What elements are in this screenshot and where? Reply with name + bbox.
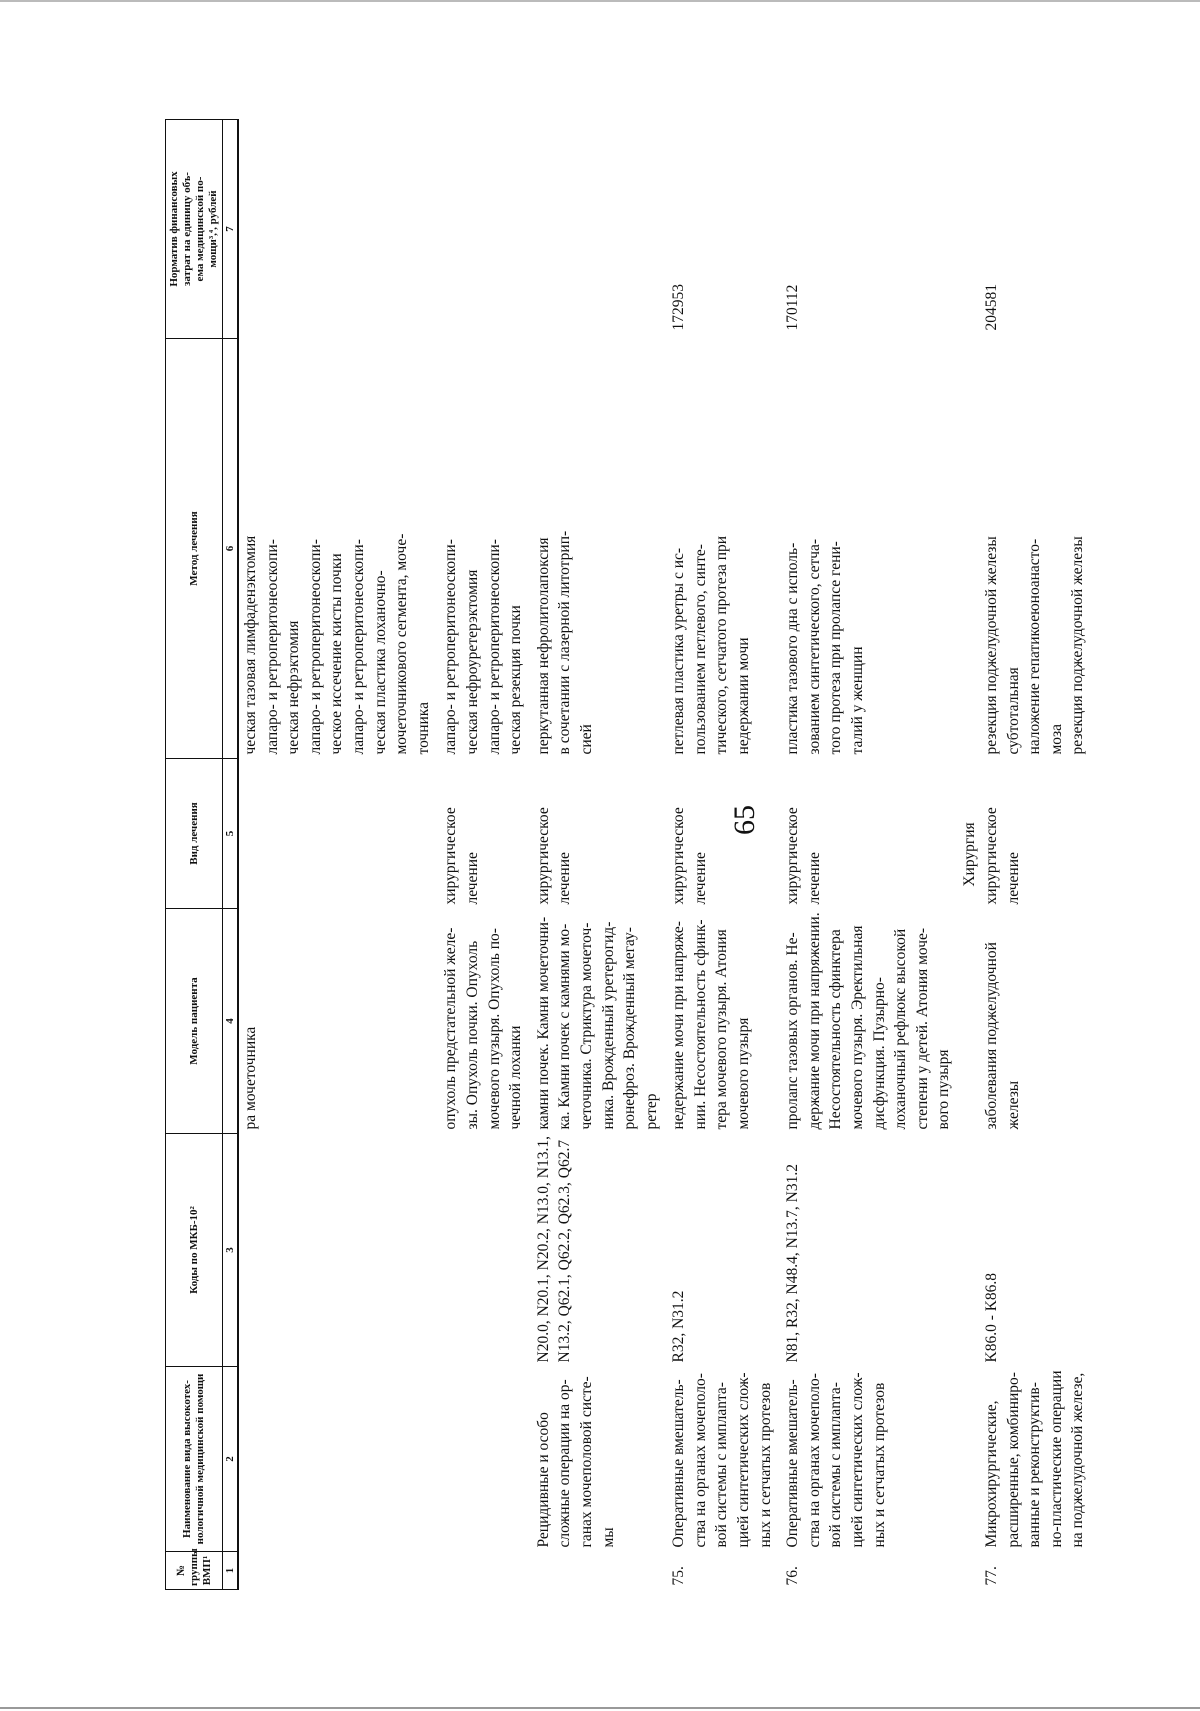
text-line: ника. Врожденный уретерогид- [599, 921, 617, 1130]
text-line: сией [577, 724, 595, 755]
text-line: N81, R32, N48.4, N13.7, N31.2 [784, 1164, 802, 1363]
text-line: Оперативные вмешатель- [784, 1379, 802, 1548]
text-line: дисфункция. Пузырно- [870, 977, 888, 1130]
header-col-model: Модель пациента [166, 909, 223, 1134]
text-line: вой системы с имплanта- [827, 1382, 845, 1548]
text-line: N13.2, Q62.1, Q62.2, Q62.3, Q62.7 [556, 1139, 574, 1363]
treatment-method-cell [238, 339, 439, 759]
header-col-treatment: Вид лечения [166, 759, 223, 909]
text-line: вого пузыря [935, 1049, 953, 1130]
text-line: пользованием петлевого, синте- [691, 544, 709, 755]
table-row [439, 120, 531, 1590]
text-line: недержание мочи при напряже- [670, 921, 688, 1130]
text-line: лечение [805, 852, 823, 905]
treatment-method-cell [781, 339, 960, 759]
text-line: хирургическое [784, 807, 802, 905]
text-line: петлевая пластика уретры с ис- [670, 547, 688, 755]
text-line: но-пластические операции [1047, 1370, 1065, 1548]
text-line: тического, сетчатого протеза при [713, 535, 731, 755]
column-number: 1 [223, 1552, 239, 1590]
text-line: ретер [642, 1093, 660, 1130]
text-line: ства на органах мочеполо- [691, 1373, 709, 1548]
text-line: ческое иссечение кисты почки [328, 553, 346, 755]
text-line: в сочетании с лазерной литотрип- [556, 530, 574, 755]
icd-codes-cell [781, 1134, 960, 1367]
text-line: недержании мочи [735, 637, 753, 755]
table-body [238, 120, 1094, 1590]
text-line: Оперативные вмешатель- [670, 1379, 688, 1548]
header-row [166, 120, 223, 1590]
text-line: на поджелудочной железе, [1069, 1372, 1087, 1548]
row-number-cell [439, 1552, 531, 1590]
scan-top-edge [0, 0, 1200, 2]
text-line: перкутанная нефролитолапоксия [534, 537, 552, 755]
text-line: зованием синтетического, сетча- [805, 538, 823, 755]
icd-codes-cell [238, 1134, 439, 1367]
text-line: хирургическое [442, 807, 460, 905]
text-line: нии. Несостоятельность сфинк- [691, 919, 709, 1130]
text-line: ра мочеточника [242, 1026, 259, 1130]
text-line: точника [414, 702, 432, 755]
text-line: хирургическое [983, 807, 1000, 905]
table-row [667, 120, 781, 1590]
scan-bottom-edge [0, 1707, 1200, 1709]
cost-norm-cell: 204581 [983, 284, 1000, 331]
text-line: расширенные, комбиниро- [1004, 1372, 1022, 1548]
cost-norm-cell: 170112 [784, 284, 802, 331]
row-number-cell: 77. [983, 1566, 1000, 1586]
text-line: степени у детей. Атония моче- [913, 927, 931, 1130]
treatment-method-cell [532, 339, 668, 759]
text-line: лапаро- и ретроперитонеоскопи- [442, 539, 460, 755]
text-line: Несостоятельность сфинктера [827, 929, 845, 1130]
text-line: хирургическое [534, 807, 552, 905]
row-number-cell [238, 1552, 439, 1590]
text-line: зы. Опухоль почки. Опухоль [463, 940, 481, 1130]
row-number-cell: 75. [670, 1566, 688, 1586]
text-line: лечение [1004, 852, 1022, 905]
column-number: 7 [223, 120, 239, 339]
cost-norm-cell [238, 120, 439, 339]
vmp-name-cell [781, 1367, 960, 1552]
text-line: R32, N31.2 [670, 1290, 688, 1363]
text-line: ческая нефрэктомия [285, 620, 303, 755]
treatment-type-cell [532, 759, 668, 909]
table-row [238, 120, 439, 1590]
vmp-name-cell [667, 1367, 781, 1552]
header-col-name: Наименование вида высокотех- нологичной медицинской помощи [166, 1367, 223, 1552]
text-line: держание мочи при напряжении. [805, 912, 823, 1130]
row-number-cell [532, 1552, 668, 1590]
text-line: цией синтетических слож- [849, 1372, 867, 1548]
header-col-group: № группы ВМП¹ [166, 1552, 223, 1590]
header-col-codes: Коды по МКБ-10² [166, 1134, 223, 1367]
treatment-type-cell [980, 759, 1094, 909]
vmp-name-cell [532, 1367, 668, 1552]
text-line: лечение [463, 852, 481, 905]
treatment-method-cell [980, 339, 1094, 759]
text-line: вой системы с имплanта- [713, 1382, 731, 1548]
vmp-name-cell [439, 1367, 531, 1552]
column-number: 6 [223, 339, 239, 759]
text-line: опухоль предстательной желе- [442, 927, 460, 1130]
column-number: 2 [223, 1367, 239, 1552]
text-line: ческая пластика лоханочно- [371, 570, 389, 755]
text-line: цией синтетических слож- [735, 1372, 753, 1548]
text-line: N20.0, N20.1, N20.2, N13.0, N13.1, [534, 1136, 552, 1363]
text-line: мочевого пузыря [735, 1017, 753, 1130]
treatment-method-cell [439, 339, 531, 759]
text-line: лечение [691, 852, 709, 905]
vmp-name-cell [238, 1367, 439, 1552]
text-line: хирургическое [670, 807, 688, 905]
patient-model-cell [439, 909, 531, 1134]
text-line: резекция поджелудочной железы [1069, 536, 1087, 755]
row-number-cell: 76. [784, 1566, 802, 1586]
text-line: ронефроз. Врожденный мегау- [621, 927, 639, 1130]
text-line: тера мочевого пузыря. Атония [713, 929, 731, 1130]
patient-model-cell [238, 909, 439, 1134]
text-line: K86.0 - K86.8 [983, 1272, 1000, 1363]
text-line: лечение [556, 852, 574, 905]
text-line: лапаро- и ретроперитонеоскопи- [349, 539, 367, 755]
text-line: моза [1047, 723, 1065, 755]
treatment-type-cell [781, 759, 960, 909]
text-line: мочевого пузыря. Опухоль по- [485, 928, 503, 1130]
text-line: мочевого пузыря. Эректильная [849, 925, 867, 1130]
text-line: мочеточникового сегмента, моче- [393, 533, 411, 755]
text-line: ных и сетчатых протезов [756, 1382, 774, 1548]
icd-codes-cell [532, 1134, 668, 1367]
column-number: 5 [223, 759, 239, 909]
text-line: заболевания поджелудочной [983, 942, 1000, 1130]
header-col-cost: Норматив финансовых затрат на единицу объ- ема медицинской по- мощи³,⁴, рублей [166, 120, 223, 339]
vmp-table [165, 119, 1094, 1590]
text-line: талий у женщин [849, 646, 867, 755]
page-number: 65 [728, 805, 761, 835]
text-line: ка. Камни почек с камнями мо- [556, 923, 574, 1130]
treatment-method-cell [667, 339, 781, 759]
icd-codes-cell [439, 1134, 531, 1367]
text-line: сложные операции на ор- [556, 1379, 574, 1548]
column-number: 4 [223, 909, 239, 1134]
vmp-name-cell [980, 1367, 1094, 1552]
treatment-type-cell [439, 759, 531, 909]
text-line: лоханочный рефлюкс высокой [892, 928, 910, 1130]
icd-codes-cell [980, 1134, 1094, 1367]
text-line: лапаро- и ретроперитонеоскопи- [306, 539, 324, 755]
treatment-type-cell [667, 759, 781, 909]
text-line: мы [599, 1527, 617, 1548]
text-line: резекция поджелудочной железы [983, 536, 1000, 755]
patient-model-cell [980, 909, 1094, 1134]
text-line: пластика тазового дна с исполь- [784, 542, 802, 755]
text-line: камни почек. Камни мочеточни- [534, 916, 552, 1130]
text-line: ческая тазовая лимфаденэктомия [242, 535, 259, 755]
text-line: наложение гепатикоеюноанасто- [1026, 538, 1044, 755]
patient-model-cell [532, 909, 668, 1134]
text-line: ных и сетчатых протезов [870, 1382, 888, 1548]
text-line: четочника. Стриктура мочеточ- [577, 922, 595, 1130]
icd-codes-cell [667, 1134, 781, 1367]
text-line: чечной лоханки [507, 1025, 525, 1130]
column-number-row [223, 120, 239, 1590]
cost-norm-cell [439, 120, 531, 339]
text-line: субтотальная [1004, 667, 1022, 755]
text-line: Микрохирургические, [983, 1400, 1000, 1548]
header-col-method: Метод лечения [166, 339, 223, 759]
patient-model-cell [667, 909, 781, 1134]
treatment-type-cell [238, 759, 439, 909]
cost-norm-cell: 172953 [670, 284, 688, 331]
text-line: ческая резекция почки [507, 605, 525, 755]
table-row [980, 120, 1094, 1590]
table-row [532, 120, 668, 1590]
patient-model-cell [781, 909, 960, 1134]
section-row [960, 120, 980, 1590]
table-row [781, 120, 960, 1590]
text-line: ческая нефроуретерэктомия [463, 569, 481, 755]
text-line: железы [1004, 1080, 1022, 1130]
text-line: пролапс тазовых органов. Не- [784, 932, 802, 1130]
text-line: ства на органах мочеполо- [805, 1373, 823, 1548]
text-line: ванные и реконструктив- [1026, 1382, 1044, 1548]
rotated-table-container [165, 120, 1165, 1590]
text-line: лапаро- и ретроперитонеоскопи- [263, 539, 281, 755]
text-line: Рецидивные и особо [534, 1412, 552, 1548]
text-line: ганах мочеполовой систе- [577, 1376, 595, 1548]
section-title: Хирургия [961, 822, 978, 887]
column-number: 3 [223, 1134, 239, 1367]
cost-norm-cell [532, 120, 668, 339]
text-line: лапаро- и ретроперитонеоскопи- [485, 539, 503, 755]
text-line: того протеза при пролапсе гени- [827, 541, 845, 755]
